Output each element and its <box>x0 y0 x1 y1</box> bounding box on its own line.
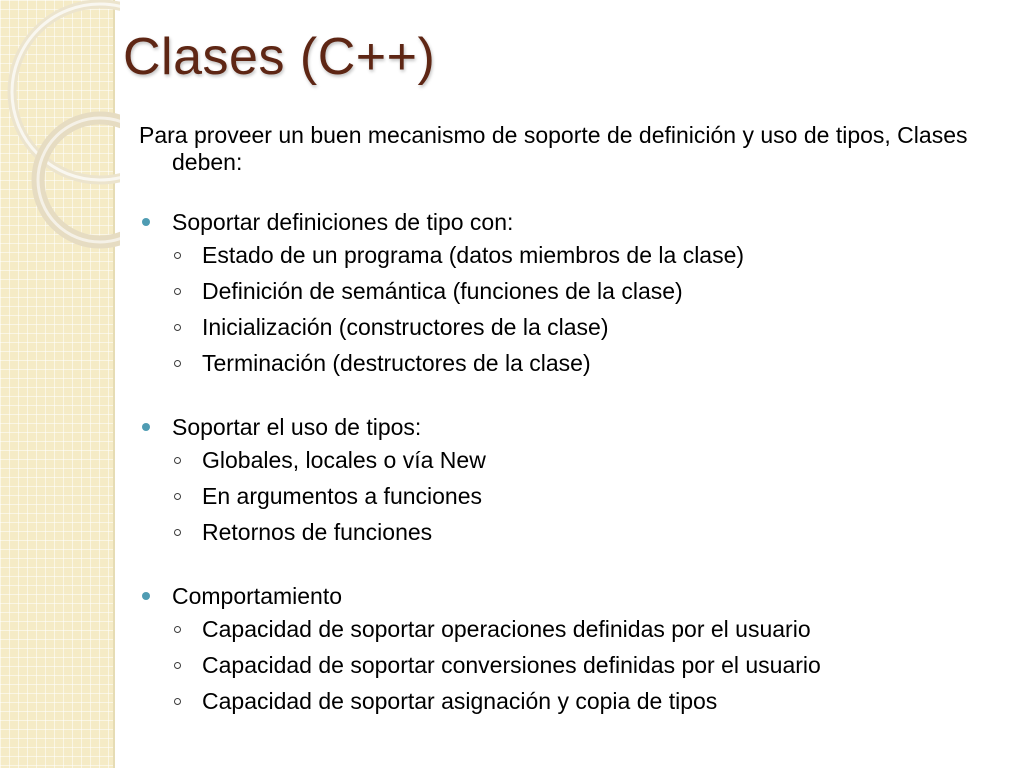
sub-bullet-item <box>139 478 1009 514</box>
sub-bullet-item <box>139 442 1009 478</box>
sub-bullet-text: Capacidad de soportar conversiones definidas por el usuario <box>202 652 821 678</box>
sub-bullet-text: Definición de semántica (funciones de la clase) <box>202 278 683 304</box>
sub-bullet-item <box>139 514 1009 550</box>
slide-body <box>139 122 1009 719</box>
bullet-item <box>139 412 1009 442</box>
sub-bullet-item <box>139 647 1009 683</box>
sub-bullet-item <box>139 309 1009 345</box>
bullet-dot-icon <box>142 592 150 600</box>
sub-bullet-text: Retornos de funciones <box>202 519 433 545</box>
bullet-text: Soportar definiciones de tipo con: <box>172 209 514 235</box>
sub-bullet-item <box>139 611 1009 647</box>
hollow-circle-bullet-icon <box>174 662 181 669</box>
sub-bullet-text: Globales, locales o vía New <box>202 447 486 473</box>
hollow-circle-bullet-icon <box>174 493 181 500</box>
hollow-circle-bullet-icon <box>174 252 181 259</box>
section-behavior <box>139 581 1009 719</box>
hollow-circle-bullet-icon <box>174 457 181 464</box>
section-type-usage <box>139 412 1009 550</box>
sub-bullet-text: Terminación (destructores de la clase) <box>202 350 591 376</box>
bullet-item <box>139 581 1009 611</box>
sub-bullet-item <box>139 273 1009 309</box>
hollow-circle-bullet-icon <box>174 324 181 331</box>
sub-bullet-item <box>139 345 1009 381</box>
sub-bullet-item <box>139 683 1009 719</box>
sub-bullet-text: Inicialización (constructores de la clase) <box>202 314 609 340</box>
sub-bullet-text: Capacidad de soportar operaciones definidas por el usuario <box>202 616 811 642</box>
bullet-text: Soportar el uso de tipos: <box>172 414 422 440</box>
hollow-circle-bullet-icon <box>174 698 181 705</box>
sub-bullet-text: Capacidad de soportar asignación y copia de tipos <box>202 688 718 714</box>
bullet-item <box>139 207 1009 237</box>
bullet-dot-icon <box>142 218 150 226</box>
sub-bullet-item <box>139 237 1009 273</box>
bullet-dot-icon <box>142 423 150 431</box>
hollow-circle-bullet-icon <box>174 360 181 367</box>
section-type-definitions <box>139 207 1009 381</box>
sub-bullet-text: En argumentos a funciones <box>202 483 483 509</box>
decorative-ring-large-highlight <box>12 4 120 180</box>
hollow-circle-bullet-icon <box>174 529 181 536</box>
hollow-circle-bullet-icon <box>174 288 181 295</box>
hollow-circle-bullet-icon <box>174 626 181 633</box>
slide-title: Clases (C++) <box>123 28 436 86</box>
bullet-text: Comportamiento <box>172 583 343 609</box>
intro-text: Para proveer un buen mecanismo de soporte de definición y uso de tipos, Clases deben: <box>139 122 968 175</box>
sub-bullet-text: Estado de un programa (datos miembros de la clase) <box>202 242 745 268</box>
decorative-ring-large <box>12 4 120 180</box>
decorative-rings <box>0 0 120 768</box>
